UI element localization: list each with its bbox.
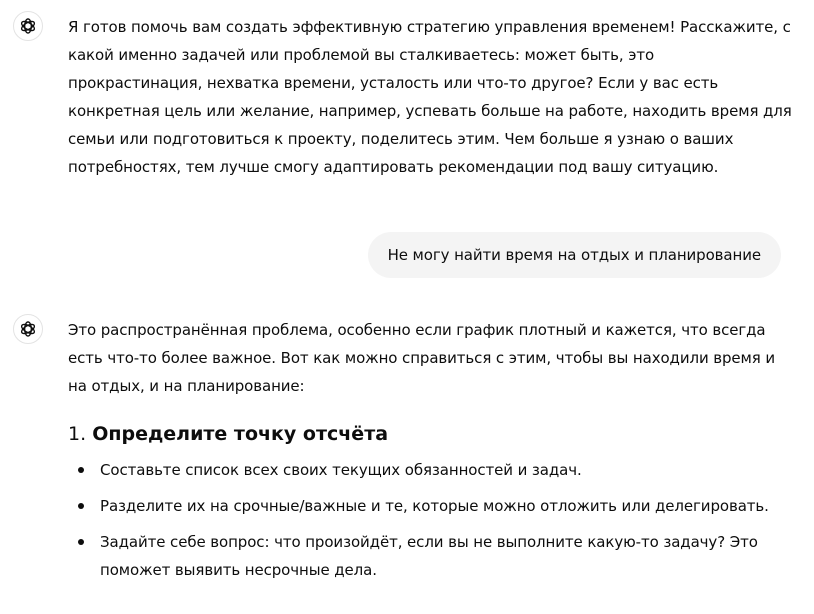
section-heading (68, 419, 388, 449)
list-item (68, 528, 793, 584)
assistant-message-2-intro: Это распространённая проблема, особенно если график плотный и кажется, что всегда есть что-то более важное. Вот как можно справиться с этим, чтобы вы находили время и на отдых, и на планирование: (68, 321, 776, 395)
assistant-avatar-icon (13, 314, 43, 344)
bullet-icon (78, 539, 84, 545)
user-message-text: Не могу найти время на отдых и планирование (387, 246, 761, 264)
section-title: Определите точку отсчёта (92, 423, 389, 445)
list-item (68, 492, 793, 520)
openai-logo-icon (18, 319, 38, 339)
openai-logo-icon (18, 16, 38, 36)
bullet-icon (78, 467, 84, 473)
user-message-bubble (368, 232, 781, 278)
list-item-text: Составьте список всех своих текущих обязанностей и задач. (100, 461, 582, 479)
bullet-icon (78, 503, 84, 509)
section-number: 1. (68, 423, 87, 445)
list-item (68, 456, 793, 484)
list-item-text: Задайте себе вопрос: что произойдёт, если вы не выполните какую-то задачу? Это поможет выявить несрочные дела. (100, 533, 758, 579)
section-bullet-list (68, 456, 793, 592)
list-item-text: Разделите их на срочные/важные и те, которые можно отложить или делегировать. (100, 497, 769, 515)
assistant-avatar-icon (13, 11, 43, 41)
assistant-message-1: Я готов помочь вам создать эффективную стратегию управления временем! Расскажите, с какой именно задачей или проблемой вы сталкиваетесь: может быть, это прокрастинация, нехватка времени, усталость или что-то другое? Если у вас есть конкретная цель или желание, например, успевать больше на работе, находить время для семьи или подготовиться к проекту, поделитесь этим. Чем больше я узнаю о ваших потребностях, тем лучше смогу адаптировать рекомендации под вашу ситуацию. (68, 18, 792, 176)
